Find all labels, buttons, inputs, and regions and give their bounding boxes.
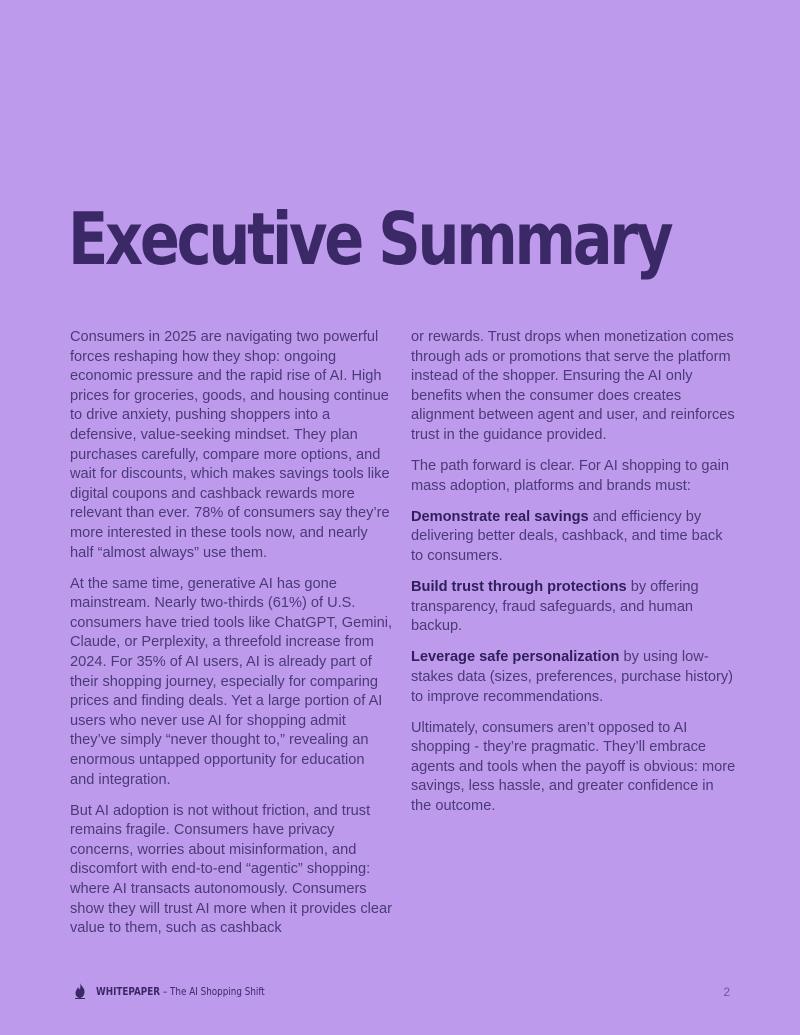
recommendation-heading: Demonstrate real savings	[411, 508, 589, 525]
recommendation-heading: Build trust through protections	[411, 579, 627, 596]
recommendation-item	[411, 648, 736, 707]
body-paragraph: or rewards. Trust drops when monetization comes through ads or promotions that serve the platform instead of the shopper. Ensuring the AI only benefits when the consumer does creates alignment between agent and user, and reinforces trust in the guidance provided.	[411, 329, 735, 443]
body-paragraph: Ultimately, consumers aren’t opposed to AI shopping - they’re pragmatic. They’ll embrace agents and tools when the payoff is obvious: more savings, less hassle, and greater confidence in the outcome.	[411, 719, 736, 814]
footer-label-rest: – The AI Shopping Shift	[160, 985, 265, 998]
body-paragraph: Consumers in 2025 are navigating two powerful forces reshaping how they shop: ongoing economic pressure and the rapid rise of AI. High prices for groceries, goods, and housing continue to drive anxiety, pushing shoppers into a defensive, value-seeking mindset. They plan purchases carefully, compare more options, and wait for discounts, which makes savings tools like digital coupons and cashback rewards more relevant than ever. 78% of consumers say they’re more interested in these tools now, and nearly half “almost always” use them.	[70, 329, 390, 561]
recommendation-text: by using low-stakes data (sizes, preferences, purchase history) to improve recommendations.	[411, 649, 734, 705]
recommendation-item	[411, 578, 736, 637]
right-column	[411, 328, 736, 828]
recommendation-text: by offering transparency, fraud safeguards, and human backup.	[411, 579, 699, 635]
recommendation-item	[411, 508, 736, 567]
page-footer	[74, 983, 734, 1003]
footer-label	[96, 985, 265, 998]
flame-icon	[74, 983, 86, 999]
footer-label-bold: WHITEPAPER	[96, 985, 161, 998]
left-column	[70, 328, 392, 950]
page-number: 2	[723, 985, 730, 999]
body-paragraph: At the same time, generative AI has gone mainstream. Nearly two-thirds (61%) of U.S. consumers have tried tools like ChatGPT, Gemini, Claude, or Perplexity, a threefold increase from 2024. For 35% of AI users, AI is already part of their shopping journey, especially for comparing prices and finding deals. Yet a large portion of AI users who never use AI for shopping admit they’ve simply “never thought to,” revealing an enormous untapped opportunity for education and integration.	[70, 575, 393, 788]
body-paragraph: The path forward is clear. For AI shopping to gain mass adoption, platforms and brands must:	[411, 458, 729, 494]
page-title: Executive Summary	[68, 197, 671, 281]
recommendation-heading: Leverage safe personalization	[411, 649, 620, 666]
body-paragraph: But AI adoption is not without friction, and trust remains fragile. Consumers have privacy concerns, worries about misinformation, and discomfort with end-to-end “agentic” shopping: where AI transacts autonomously. Consumers show they will trust AI more when it provides clear value to them, such as cashback	[70, 802, 393, 937]
recommendation-text: and efficiency by delivering better deals, cashback, and time back to consumers.	[411, 508, 723, 564]
